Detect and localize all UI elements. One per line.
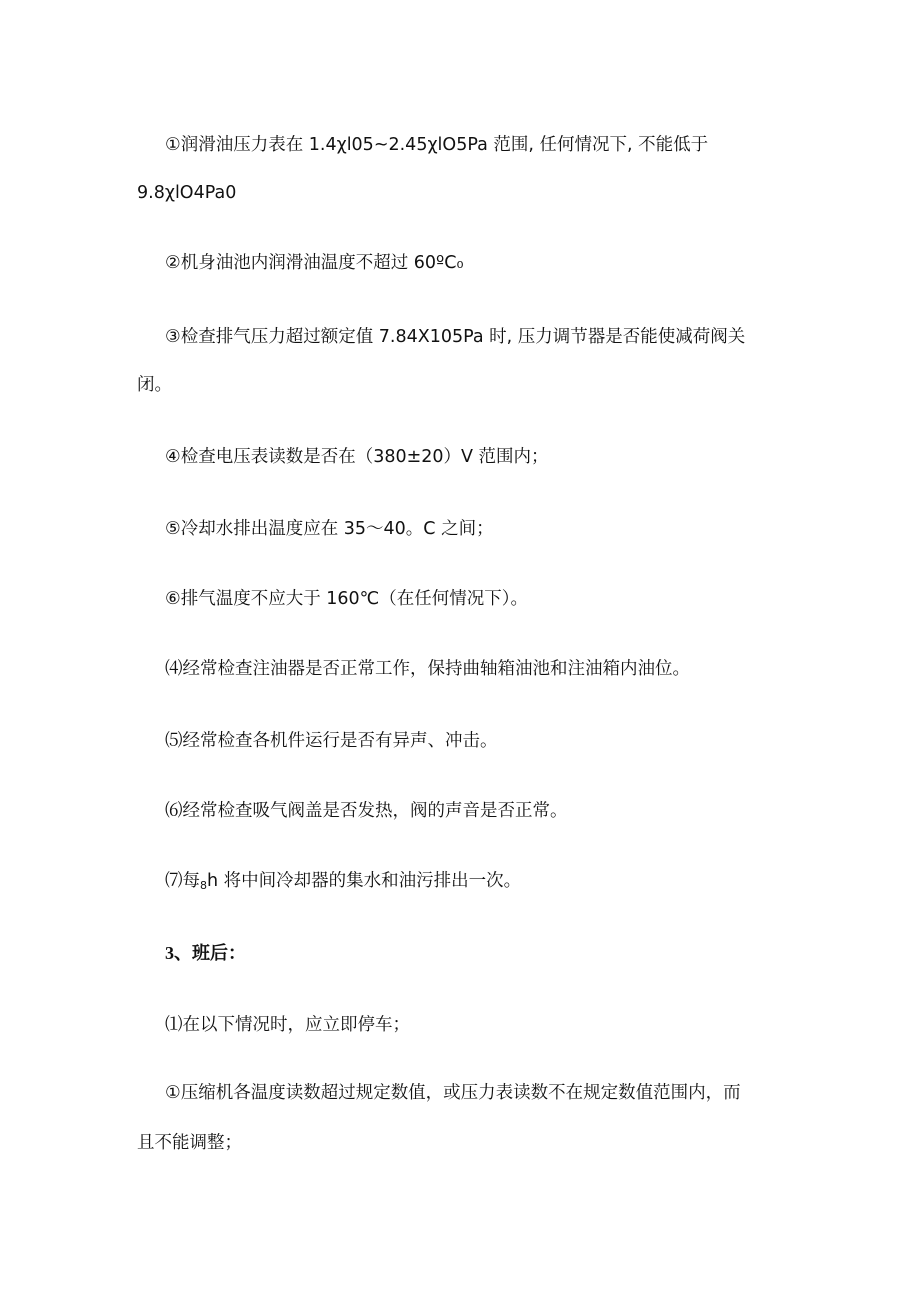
paragraph-exhaust-pressure-cont: 闭。 (137, 375, 172, 395)
drain-suffix: h 将中间冷却器的集水和油污排出一次。 (207, 871, 522, 891)
paragraph-temperature-readings-cont: 且不能调整； (137, 1133, 242, 1153)
drain-prefix: ⑺每 (165, 871, 200, 891)
paragraph-lubricator-check: ⑷经常检查注油器是否正常工作，保持曲轴箱油池和注油箱内油位。 (165, 659, 690, 679)
section-heading-after-shift: 3、班后： (165, 943, 246, 963)
drain-hours-number: 8 (200, 879, 207, 892)
paragraph-exhaust-temperature: ⑥排气温度不应大于 160℃（在任何情况下）。 (165, 589, 529, 609)
paragraph-valve-check: ⑹经常检查吸气阀盖是否发热，阀的声音是否正常。 (165, 801, 568, 821)
paragraph-exhaust-pressure: ③检查排气压力超过额定值 7.84X105Pa 时, 压力调节器是否能使减荷阀关 (165, 327, 746, 347)
paragraph-voltage: ④检查电压表读数是否在（380±20）V 范围内； (165, 447, 549, 467)
paragraph-drain-interval (165, 869, 521, 895)
paragraph-stop-conditions: ⑴在以下情况时，应立即停车； (165, 1015, 410, 1035)
paragraph-oil-temperature: ②机身油池内润滑油温度不超过 60ºC₀ (165, 253, 464, 273)
paragraph-parts-check: ⑸经常检查各机件运行是否有异声、冲击。 (165, 731, 498, 751)
paragraph-lube-oil-pressure: ①润滑油压力表在 1.4χl05~2.45χlO5Pa 范围, 任何情况下, 不能低于 (165, 135, 709, 155)
paragraph-lube-oil-pressure-cont: 9.8χlO4Pa0 (137, 183, 237, 203)
paragraph-cooling-water: ⑤冷却水排出温度应在 35～40。C 之间； (165, 519, 494, 539)
paragraph-temperature-readings: ①压缩机各温度读数超过规定数值，或压力表读数不在规定数值范围内，而 (165, 1083, 741, 1103)
